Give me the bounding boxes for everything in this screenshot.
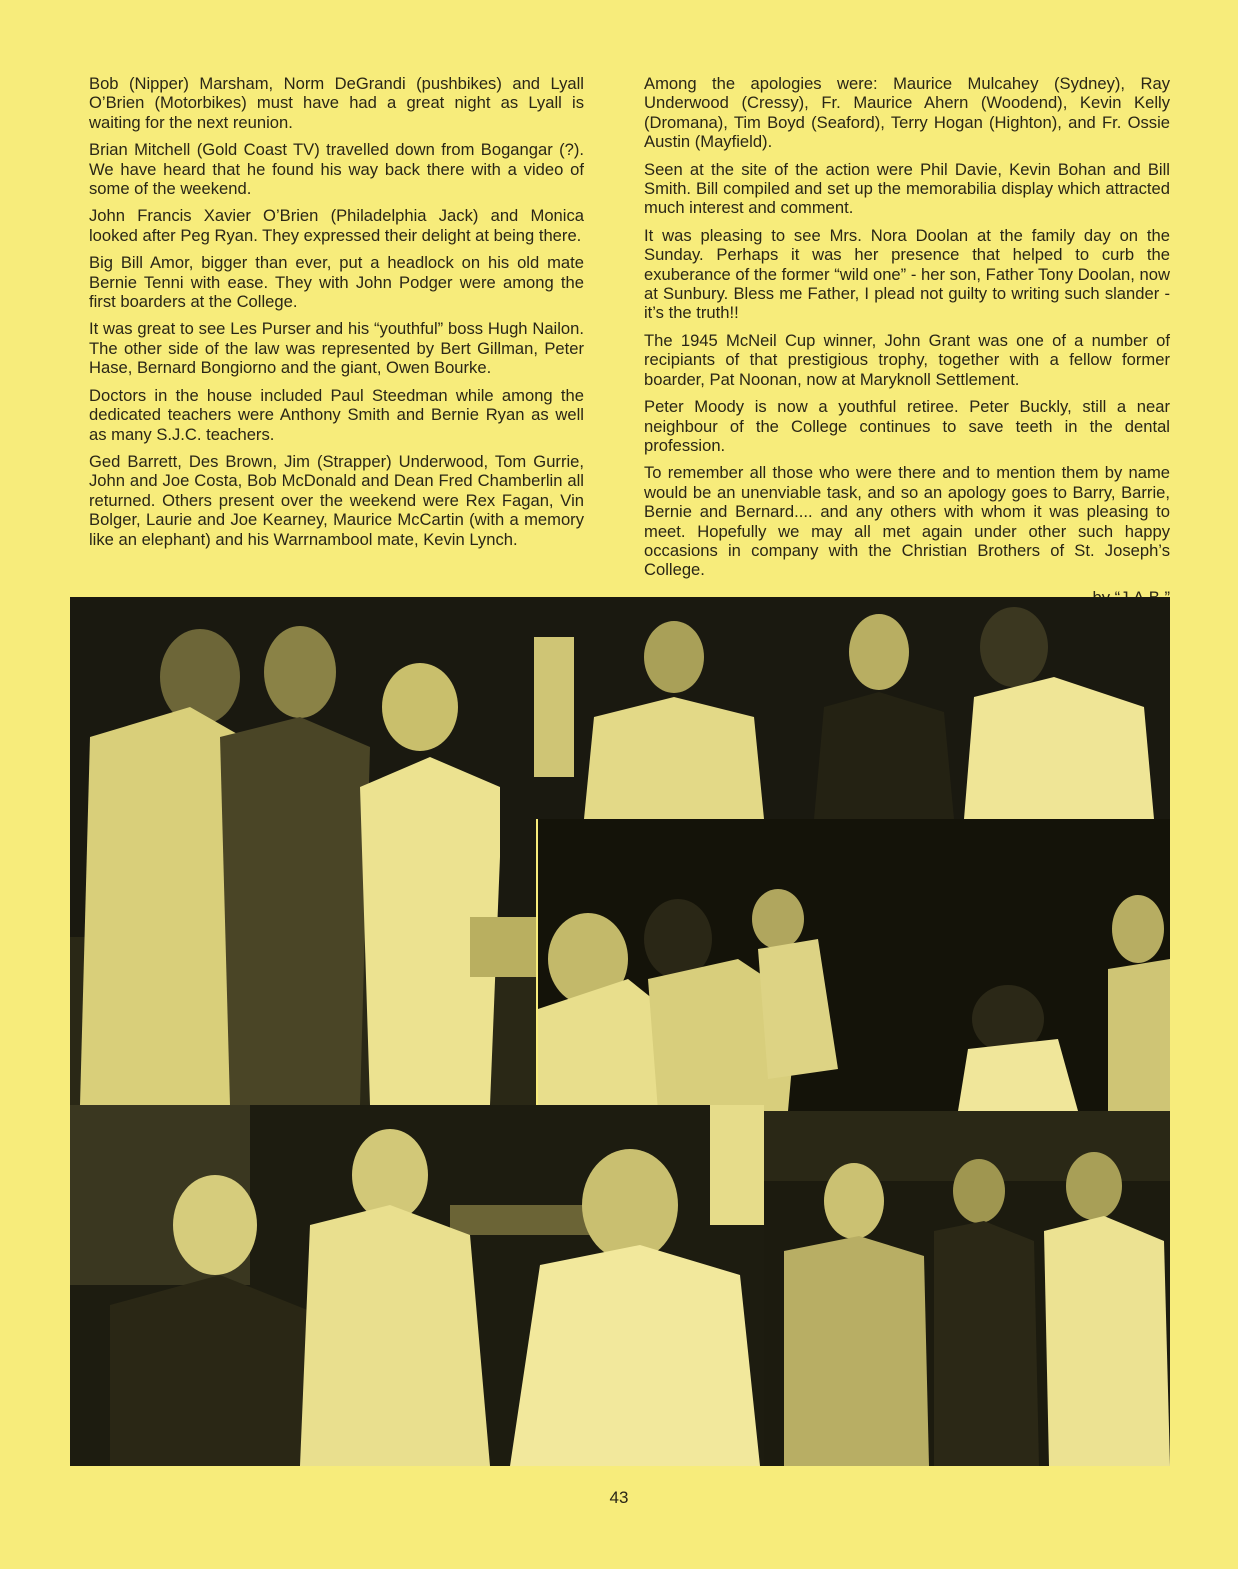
paragraph-1: Bob (Nipper) Marsham, Norm DeGrandi (pushbikes) and Lyall O’Brien (Motorbikes) must have had a great night as Lyall is waiting for the next reunion. — [89, 74, 584, 132]
photo-seated-guests — [70, 1105, 764, 1466]
photo-priest-and-guests — [534, 597, 1170, 819]
paragraph-6: Doctors in the house included Paul Steedman while among the dedicated teachers were Anthony Smith and Bernie Ryan as well as many S.J.C. teachers. — [89, 385, 584, 444]
paragraph-8: Among the apologies were: Maurice Mulcahey (Sydney), Ray Underwood (Cressy), Fr. Maurice Ahern (Woodend), Kevin Kelly (Dromana), Tim Boyd (Seaford), Terry Hogan (Highton), and Fr. Ossie Austin (Mayfield). — [644, 74, 1170, 152]
paragraph-4: Big Bill Amor, bigger than ever, put a headlock on his old mate Bernie Tenni with ease. They with John Podger were among the first boarders at the College. — [89, 253, 584, 312]
paragraph-13: To remember all those who were there and to mention them by name would be an unenviable task, and so an apology goes to Barry, Barrie, Bernie and Bernard.... and any others with whom it was pleasing to meet. Hopefully we may all met again under other such happy occasions in company with the Christian Brothers of St. Joseph’s College. — [644, 463, 1170, 580]
photo-group-conversation — [70, 597, 536, 1105]
paragraph-10: It was pleasing to see Mrs. Nora Doolan at the family day on the Sunday. Perhaps it was her presence that helped to curb the exuberance of the former “wild one” - her son, Father Tony Doolan, now at Sunbury. Bless me Father, I plead not guilty to writing such slander - it’s the truth!! — [644, 225, 1170, 323]
paragraph-9: Seen at the site of the action were Phil Davie, Kevin Bohan and Bill Smith. Bill compiled and set up the memorabilia display which attracted much interest and comment. — [644, 159, 1170, 218]
right-text-column — [644, 74, 1170, 607]
photo-crowd-gathering — [538, 819, 1170, 1111]
left-text-column — [89, 74, 584, 557]
photo-collage — [70, 597, 1170, 1466]
paragraph-2: Brian Mitchell (Gold Coast TV) travelled down from Bogangar (?). We have heard that he found his way back there with a video of some of the weekend. — [89, 140, 584, 199]
paragraph-11: The 1945 McNeil Cup winner, John Grant was one of a number of recipiants of that prestigious trophy, together with a fellow former boarder, Pat Noonan, now at Maryknoll Settlement. — [644, 330, 1170, 389]
paragraph-12: Peter Moody is now a youthful retiree. Peter Buckly, still a near neighbour of the College continues to save teeth in the dental profession. — [644, 397, 1170, 455]
paragraph-3: John Francis Xavier O’Brien (Philadelphia Jack) and Monica looked after Peg Ryan. They expressed their delight at being there. — [89, 206, 584, 245]
page-number: 43 — [609, 1488, 629, 1507]
paragraph-7: Ged Barrett, Des Brown, Jim (Strapper) Underwood, Tom Gurrie, John and Joe Costa, Bob McDonald and Dean Fred Chamberlin all returned. Others present over the weekend were Rex Fagan, Vin Bolger, Laurie and Joe Kearney, Maurice McCartin (with a memory like an elephant) and his Warrnambool mate, Kevin Lynch. — [89, 451, 584, 549]
photo-standing-trio — [764, 1111, 1170, 1466]
paragraph-5: It was great to see Les Purser and his “youthful” boss Hugh Nailon. The other side of the law was represented by Bert Gillman, Peter Hase, Bernard Bongiorno and the giant, Owen Bourke. — [89, 319, 584, 378]
